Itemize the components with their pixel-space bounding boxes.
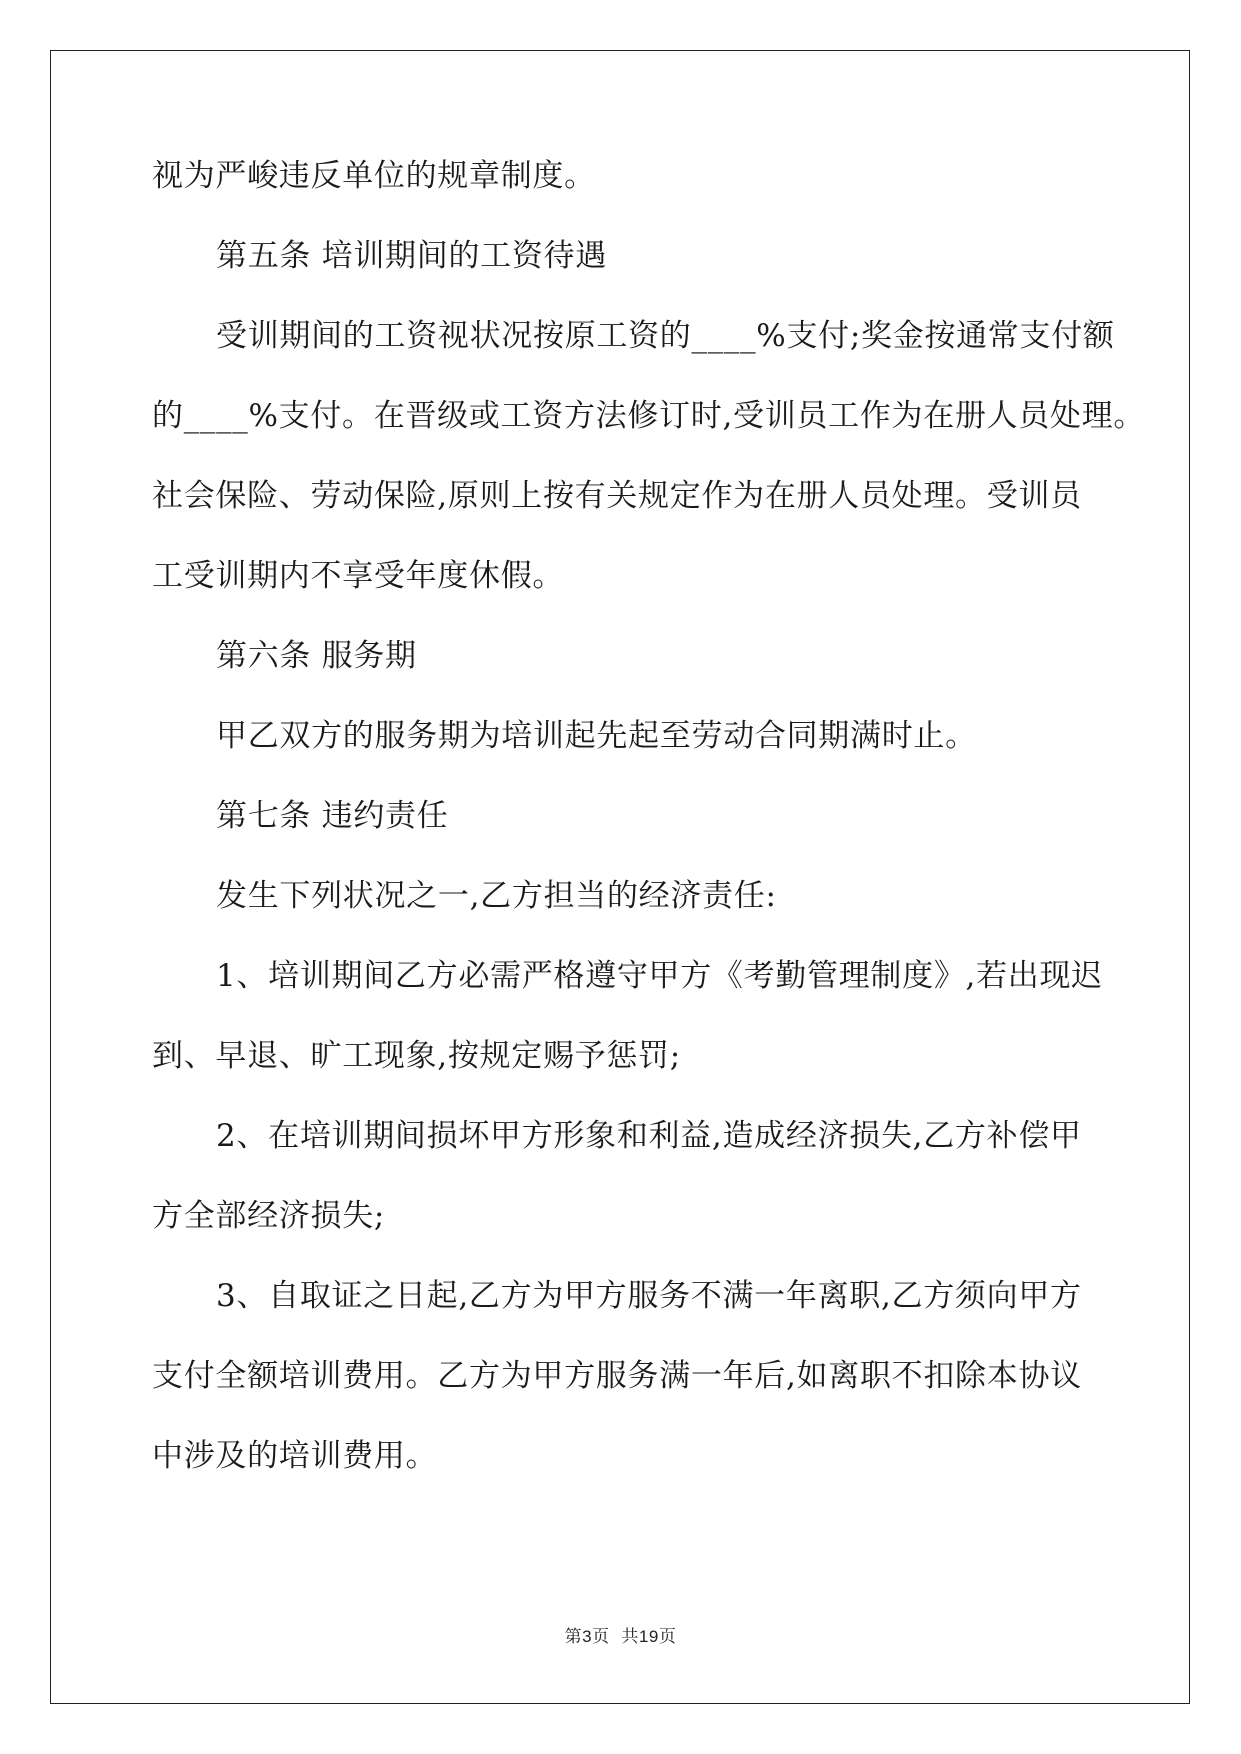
list-item: 2、在培训期间损坏甲方形象和利益,造成经济损失,乙方补偿甲: [216, 1118, 1082, 1154]
text-line: 工受训期内不享受年度休假。: [152, 558, 565, 594]
article-heading: 第六条 服务期: [216, 638, 417, 674]
text-line: 支付全额培训费用。乙方为甲方服务满一年后,如离职不扣除本协议: [152, 1358, 1082, 1394]
text-line: 到、早退、旷工现象,按规定赐予惩罚;: [152, 1038, 681, 1074]
text-line: 视为严峻违反单位的规章制度。: [152, 158, 596, 194]
article-heading: 第五条 培训期间的工资待遇: [216, 238, 607, 274]
text-line: 中涉及的培训费用。: [152, 1438, 438, 1474]
text-line: 的____%支付。在晋级或工资方法修订时,受训员工作为在册人员处理。: [152, 398, 1146, 434]
text-line: 方全部经济损失;: [152, 1198, 386, 1234]
footer-page-current: 3: [582, 1627, 593, 1646]
list-item: 1、培训期间乙方必需严格遵守甲方《考勤管理制度》,若出现迟: [216, 958, 1103, 994]
article-heading: 第七条 违约责任: [216, 798, 449, 834]
list-item: 3、自取证之日起,乙方为甲方服务不满一年离职,乙方须向甲方: [216, 1278, 1082, 1314]
text-line: 甲乙双方的服务期为培训起先起至劳动合同期满时止。: [216, 718, 977, 754]
footer-page-total: 19: [638, 1627, 659, 1646]
page-number-footer: [0, 1622, 1241, 1647]
footer-page-suffix: 页: [658, 1627, 677, 1647]
text-line: 受训期间的工资视状况按原工资的____%支付;奖金按通常支付额: [216, 318, 1115, 354]
footer-page-prefix: 第: [564, 1627, 583, 1647]
text-line: 发生下列状况之一,乙方担当的经济责任:: [216, 878, 777, 914]
document-body: [152, 158, 1146, 1518]
footer-page-mid: 页 共: [592, 1627, 639, 1647]
text-line: 社会保险、劳动保险,原则上按有关规定作为在册人员处理。受训员: [152, 478, 1082, 514]
